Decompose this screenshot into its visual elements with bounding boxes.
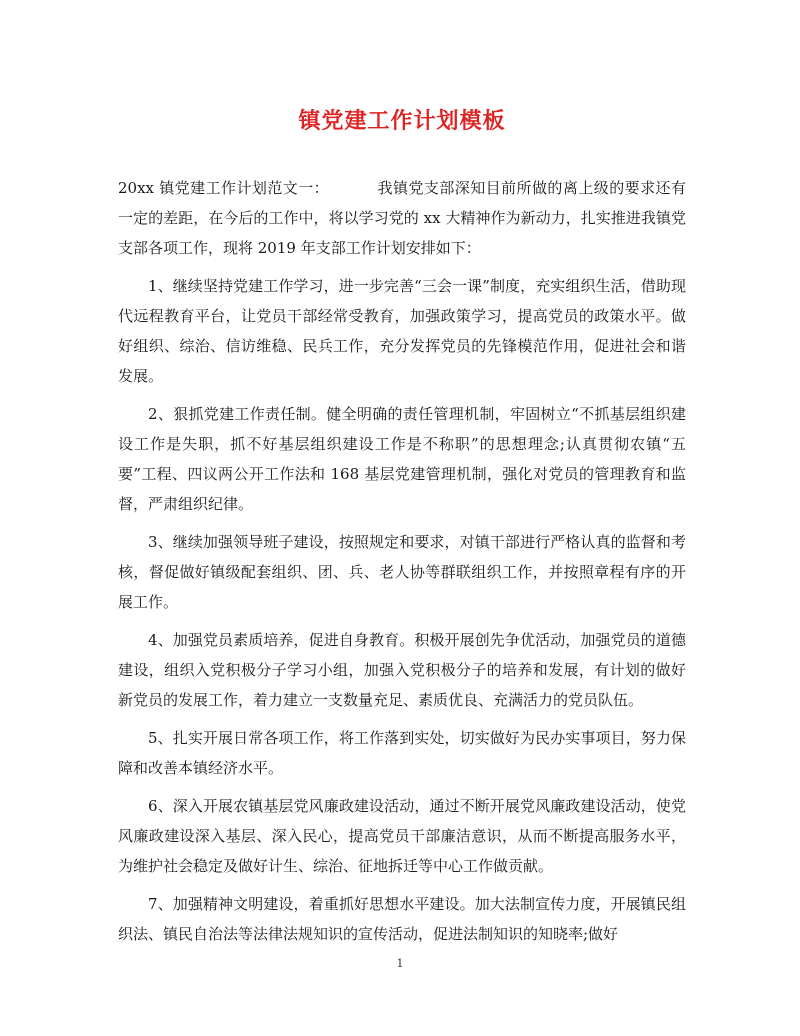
- paragraph-6: 6、深入开展农镇基层党风廉政建设活动，通过不断开展党风廉政建设活动，使党风廉政建设深入基层、深入民心，提高党员干部廉洁意识，从而不断提高服务水平，为维护社会稳定及做好计生、综治、征地拆迁等中心工作做贡献。: [118, 797, 686, 875]
- page-number: 1: [396, 957, 404, 970]
- intro-text: 我镇党支部深知目前所做的离上级的要求还有一定的差距，在今后的工作中，将以学习党的 xx 大精神作为新动力，扎实推进我镇党支部各项工作，现将 2019 年支部工作计划安排如下：: [118, 179, 686, 257]
- paragraph-2: 2、狠抓党建工作责任制。健全明确的责任管理机制，牢固树立“不抓基层组织建设工作是失职，抓不好基层组织建设工作是不称职”的思想理念;认真贯彻农镇“五要”工程、四议两公开工作法和 168 基层党建管理机制，强化对党员的管理教育和监督，严肃组织纪律。: [118, 405, 686, 513]
- paragraph-5: 5、扎实开展日常各项工作，将工作落到实处，切实做好为民办实事项目，努力保障和改善本镇经济水平。: [118, 729, 686, 777]
- document-body: [118, 173, 686, 957]
- intro-label: 20xx 镇党建工作计划范文一：: [118, 179, 330, 197]
- paragraph-7: 7、加强精神文明建设，着重抓好思想水平建设。加大法制宣传力度，开展镇民组织法、镇民自治法等法律法规知识的宣传活动，促进法制知识的知晓率;做好: [118, 895, 686, 943]
- intro-paragraph: [118, 173, 686, 263]
- paragraph-4: 4、加强党员素质培养，促进自身教育。积极开展创先争优活动，加强党员的道德建设，组织入党积极分子学习小组，加强入党积极分子的培养和发展，有计划的做好新党员的发展工作，着力建立一支数量充足、素质优良、充满活力的党员队伍。: [118, 631, 686, 709]
- document-title: 镇党建工作计划模板: [298, 108, 506, 134]
- paragraph-3: 3、继续加强领导班子建设，按照规定和要求，对镇干部进行严格认真的监督和考核，督促做好镇级配套组织、团、兵、老人协等群联组织工作，并按照章程有序的开展工作。: [118, 533, 686, 611]
- paragraph-1: 1、继续坚持党建工作学习，进一步完善“三会一课”制度，充实组织生活，借助现代远程教育平台，让党员干部经常受教育，加强政策学习，提高党员的政策水平。做好组织、综治、信访维稳、民兵工作，充分发挥党员的先锋模范作用，促进社会和谐发展。: [118, 277, 686, 385]
